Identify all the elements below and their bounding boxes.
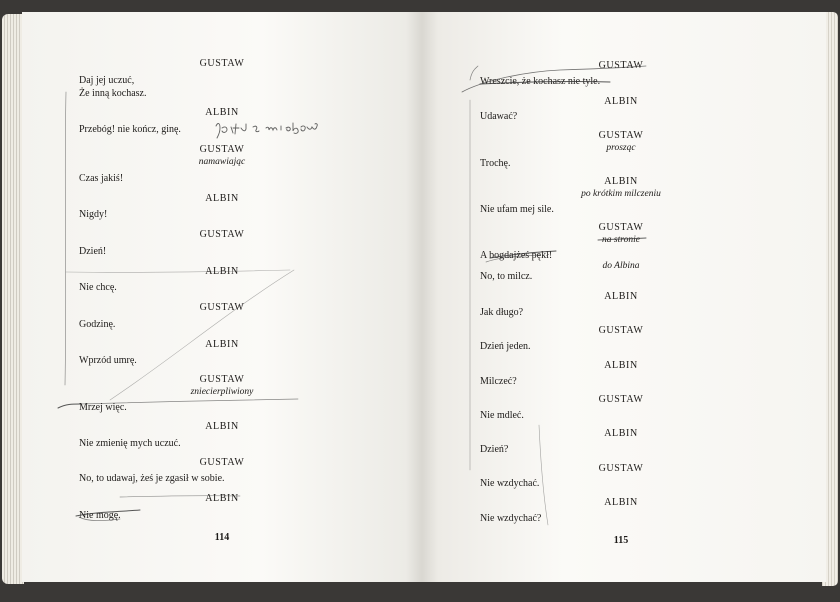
speaker-name: GUSTAW <box>598 394 644 405</box>
speaker-name: GUSTAW <box>598 60 644 71</box>
speaker-name: GUSTAW <box>598 222 644 233</box>
verse-line: Mrzej więc. <box>79 402 127 413</box>
speaker-name: ALBIN <box>604 360 638 371</box>
verse-line: No, to udawaj, żeś je zgasił w sobie. <box>79 473 225 484</box>
speaker-name: ALBIN <box>205 493 239 504</box>
speaker-name: GUSTAW <box>598 463 644 474</box>
speaker-name: GUSTAW <box>199 457 245 468</box>
verse-line: Dzień? <box>480 444 509 455</box>
speaker-name: ALBIN <box>604 291 638 302</box>
right-page <box>422 12 826 582</box>
speaker-name: GUSTAW <box>199 302 245 313</box>
page-number: 115 <box>613 535 629 546</box>
speaker-name: GUSTAW <box>598 325 644 336</box>
stage-direction: do Albina <box>602 261 640 271</box>
verse-line: Nie wzdychać? <box>480 513 542 524</box>
speaker-name: ALBIN <box>205 421 239 432</box>
speaker-name: ALBIN <box>604 176 638 187</box>
verse-line: Trochę. <box>480 158 511 169</box>
verse-line: Nigdy! <box>79 209 108 220</box>
speaker-name: ALBIN <box>205 107 239 118</box>
verse-line: Dzień! <box>79 246 107 257</box>
speaker-name: ALBIN <box>205 266 239 277</box>
stage-direction: namawiając <box>198 157 246 167</box>
verse-line: Dzień jeden. <box>480 341 531 352</box>
stage-direction: po krótkim milczeniu <box>581 189 661 199</box>
verse-line: Nie mogę. <box>79 510 121 521</box>
speaker-name: GUSTAW <box>199 229 245 240</box>
speaker-name: ALBIN <box>205 339 239 350</box>
page-number: 114 <box>214 532 230 543</box>
stage-direction: prosząc <box>606 143 636 153</box>
verse-line: Godzinę. <box>79 319 116 330</box>
verse-line: Że inną kochasz. <box>79 88 147 99</box>
speaker-name: ALBIN <box>604 96 638 107</box>
stage-direction: zniecierpliwiony <box>190 387 254 397</box>
verse-line: No, to milcz. <box>480 271 533 282</box>
verse-line: Udawać? <box>480 111 518 122</box>
left-page <box>22 12 422 582</box>
speaker-name: GUSTAW <box>199 374 245 385</box>
speaker-name: ALBIN <box>604 497 638 508</box>
verse-line: Wreszcie, że kochasz nie tyle. <box>480 76 601 87</box>
speaker-name: GUSTAW <box>598 130 644 141</box>
verse-line: Daj jej uczuć, <box>79 75 135 86</box>
speaker-name: GUSTAW <box>199 144 245 155</box>
verse-line: Czas jakiś! <box>79 173 124 184</box>
speaker-name: ALBIN <box>205 193 239 204</box>
verse-line: A bogdajżeś pękł! <box>480 250 553 261</box>
verse-line: Wprzód umrę. <box>79 355 137 366</box>
verse-line: Przebóg! nie kończ, ginę. <box>79 124 181 135</box>
verse-line: Nie mdleć. <box>480 410 524 421</box>
verse-line: Nie wzdychać. <box>480 478 540 489</box>
left-page-edges <box>2 14 24 584</box>
stage-direction: na stronie <box>602 235 640 245</box>
verse-line: Nie chcę. <box>79 282 117 293</box>
verse-line: Milczeć? <box>480 376 517 387</box>
verse-line: Nie ufam mej sile. <box>480 204 554 215</box>
speaker-name: ALBIN <box>604 428 638 439</box>
verse-line: Nie zmienię mych uczuć. <box>79 438 181 449</box>
speaker-name: GUSTAW <box>199 58 245 69</box>
verse-line: Jak długo? <box>480 307 524 318</box>
